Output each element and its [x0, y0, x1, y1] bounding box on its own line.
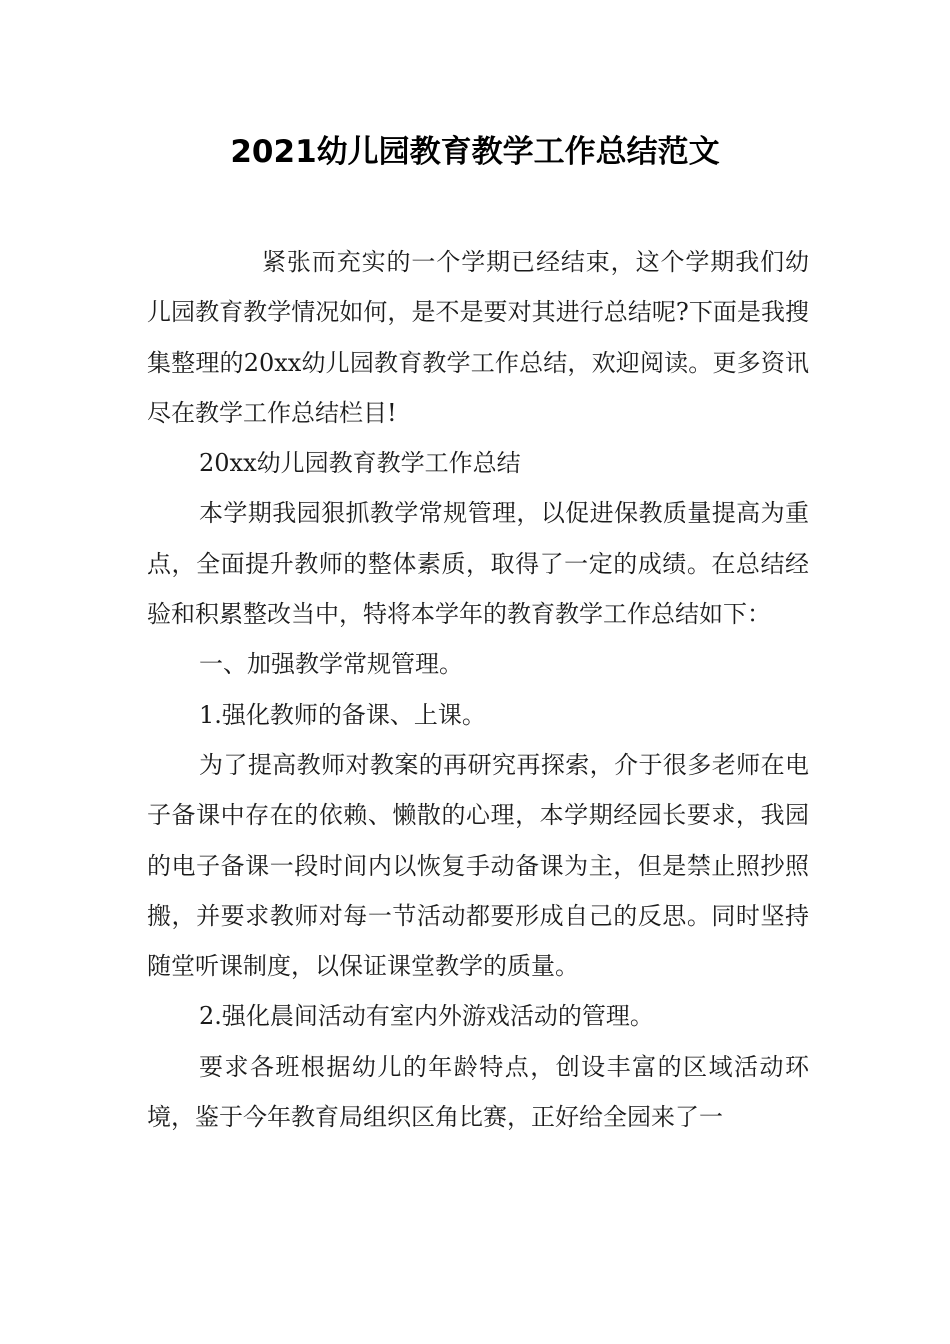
subsection-heading-1: 1.强化教师的备课、上课。 — [199, 700, 486, 729]
subsection-heading-2: 2.强化晨间活动有室内外游戏活动的管理。 — [199, 1002, 654, 1031]
paragraph-subtitle: 20xx幼儿园教育教学工作总结 — [199, 449, 521, 478]
document-body — [147, 237, 809, 1142]
paragraph-intro: 紧张而充实的一个学期已经结束，这个学期我们幼儿园教育教学情况如何，是不是要对其进行总结呢?下面是我搜集整理的20xx幼儿园教育教学工作总结，欢迎阅读。更多资讯尽在教学工作总结栏目! — [147, 248, 809, 427]
section-heading-1: 一、加强教学常规管理。 — [199, 650, 463, 679]
paragraph-overview: 本学期我园狠抓教学常规管理，以促进保教质量提高为重点，全面提升教师的整体素质，取得了一定的成绩。在总结经验和积累整改当中，特将本学年的教育教学工作总结如下： — [147, 499, 809, 629]
document-title: 2021幼儿园教育教学工作总结范文 — [230, 134, 720, 170]
paragraph-activities: 要求各班根据幼儿的年龄特点，创设丰富的区域活动环境，鉴于今年教育局组织区角比赛，正好给全园来了一 — [147, 1052, 809, 1132]
paragraph-lesson-prep: 为了提高教师对教案的再研究再探索，介于很多老师在电子备课中存在的依赖、懒散的心理，本学期经园长要求，我园的电子备课一段时间内以恢复手动备课为主，但是禁止照抄照搬，并要求教师对每一节活动都要形成自己的反思。同时坚持随堂听课制度，以保证课堂教学的质量。 — [147, 750, 809, 981]
